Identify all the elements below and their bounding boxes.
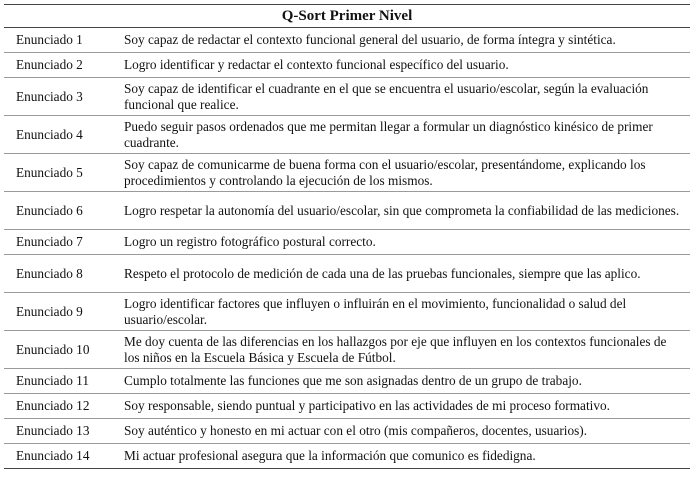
table-row xyxy=(4,192,690,230)
statement-text: Logro un registro fotográfico postural correcto. xyxy=(122,230,690,255)
statement-label: Enunciado 1 xyxy=(4,28,122,53)
statement-label: Enunciado 10 xyxy=(4,331,122,369)
statement-label: Enunciado 9 xyxy=(4,293,122,331)
table-title: Q-Sort Primer Nivel xyxy=(4,5,690,28)
statement-text: Soy capaz de redactar el contexto funcional general del usuario, de forma íntegra y sintética. xyxy=(122,28,690,53)
statement-label: Enunciado 7 xyxy=(4,230,122,255)
table-row xyxy=(4,154,690,192)
table-row xyxy=(4,419,690,444)
table-row xyxy=(4,28,690,53)
table-body xyxy=(4,28,690,469)
statement-text: Puedo seguir pasos ordenados que me permitan llegar a formular un diagnóstico kinésico de primer cuadrante. xyxy=(122,116,690,154)
statement-label: Enunciado 2 xyxy=(4,53,122,78)
table-row xyxy=(4,78,690,116)
table-row xyxy=(4,369,690,394)
statement-text: Soy auténtico y honesto en mi actuar con el otro (mis compañeros, docentes, usuarios). xyxy=(122,419,690,444)
statement-label: Enunciado 8 xyxy=(4,255,122,293)
statement-label: Enunciado 14 xyxy=(4,444,122,469)
statement-text: Mi actuar profesional asegura que la información que comunico es fidedigna. xyxy=(122,444,690,469)
statement-label: Enunciado 13 xyxy=(4,419,122,444)
statement-label: Enunciado 12 xyxy=(4,394,122,419)
statement-text: Soy capaz de identificar el cuadrante en el que se encuentra el usuario/escolar, según la evaluación funcional que realice. xyxy=(122,78,690,116)
statement-text: Soy responsable, siendo puntual y participativo en las actividades de mi proceso formativo. xyxy=(122,394,690,419)
table-row xyxy=(4,116,690,154)
table-header xyxy=(4,5,690,28)
statement-text: Soy capaz de comunicarme de buena forma con el usuario/escolar, presentándome, explicando los procedimientos y controlando la ejecución de los mismos. xyxy=(122,154,690,192)
statement-text: Me doy cuenta de las diferencias en los hallazgos por eje que influyen en los contextos funcionales de los niños en la Escuela Básica y Escuela de Fútbol. xyxy=(122,331,690,369)
table-row xyxy=(4,230,690,255)
table-row xyxy=(4,394,690,419)
statement-text: Logro identificar y redactar el contexto funcional específico del usuario. xyxy=(122,53,690,78)
statement-label: Enunciado 5 xyxy=(4,154,122,192)
table-row xyxy=(4,293,690,331)
statement-text: Logro identificar factores que influyen o influirán en el movimiento, funcionalidad o salud del usuario/escolar. xyxy=(122,293,690,331)
statement-label: Enunciado 3 xyxy=(4,78,122,116)
statement-text: Respeto el protocolo de medición de cada una de las pruebas funcionales, siempre que las aplico. xyxy=(122,255,690,293)
table-row xyxy=(4,331,690,369)
statement-label: Enunciado 4 xyxy=(4,116,122,154)
qsort-table xyxy=(4,4,690,469)
table-row xyxy=(4,444,690,469)
table-row xyxy=(4,53,690,78)
statement-text: Cumplo totalmente las funciones que me son asignadas dentro de un grupo de trabajo. xyxy=(122,369,690,394)
table-row xyxy=(4,255,690,293)
statement-text: Logro respetar la autonomía del usuario/escolar, sin que comprometa la confiabilidad de las mediciones. xyxy=(122,192,690,230)
table-header-row xyxy=(4,5,690,28)
statement-label: Enunciado 6 xyxy=(4,192,122,230)
statement-label: Enunciado 11 xyxy=(4,369,122,394)
